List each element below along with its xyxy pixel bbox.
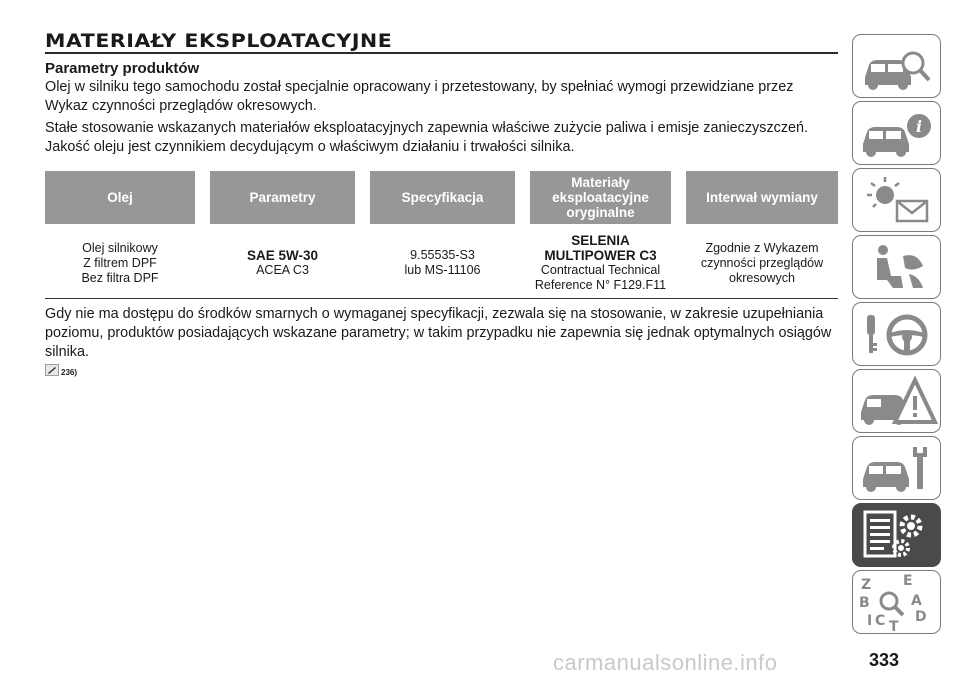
key-steering-wheel-icon	[853, 303, 942, 367]
tab-maintenance[interactable]	[852, 436, 941, 500]
car-search-icon	[853, 35, 942, 99]
tab-starting-driving[interactable]	[852, 302, 941, 366]
table-cell-interval	[686, 232, 838, 294]
oil-no-dpf: Bez filtra DPF	[81, 270, 159, 285]
tab-index[interactable]	[852, 570, 941, 634]
table-header-original-materials: Materiały eksploatacyjne oryginalne	[530, 171, 671, 224]
product-brand: SELENIA	[571, 233, 630, 248]
svg-text:E: E	[903, 573, 913, 589]
table-header-row	[45, 171, 838, 224]
spec-list-gears-icon	[853, 504, 942, 568]
table-cell-original-materials	[530, 232, 671, 294]
tab-warning-lights[interactable]	[852, 168, 941, 232]
tab-car-info[interactable]	[852, 101, 941, 165]
svg-text:T: T	[889, 619, 899, 635]
paragraph-substitute: Gdy nie ma dostępu do środków smarnych o wymaganej specyfikacji, zezwala się na stosowanie, w zakresie uzupełniania poziomu, produktów posiadających wskazane parametry; w takim przypadku nie zapewnia się jednak optymalnych osiągów silnika.	[45, 306, 832, 360]
table-header-specification: Specyfikacja	[370, 171, 515, 224]
title-divider	[45, 52, 838, 54]
acea-class: ACEA C3	[256, 263, 309, 277]
svg-text:B: B	[859, 595, 870, 611]
car-info-icon	[853, 102, 942, 166]
note-reference	[45, 362, 77, 377]
svg-text:I: I	[867, 613, 873, 629]
table-cell-parameters	[210, 232, 355, 294]
table-header-interval: Interwał wymiany	[686, 171, 838, 224]
svg-text:Z: Z	[861, 577, 872, 593]
tab-safety[interactable]	[852, 235, 941, 299]
car-warning-triangle-icon	[853, 370, 942, 434]
contract-ref-1: Contractual Technical	[540, 263, 661, 277]
spec-alt: lub MS-11106	[404, 263, 481, 277]
interval-line-2: czynności przeglądów	[700, 255, 824, 270]
table-cell-specification	[370, 232, 515, 294]
warning-light-message-icon	[853, 169, 942, 233]
note-number: 236)	[61, 368, 78, 377]
section-heading: Parametry produktów	[45, 60, 200, 77]
svg-text:i: i	[915, 117, 923, 136]
table-row	[45, 232, 838, 294]
tab-technical-data[interactable]	[852, 503, 941, 567]
oil-type: Olej silnikowy	[82, 240, 158, 255]
paragraph-quality: Stałe stosowanie wskazanych materiałów eksploatacyjnych zapewnia właściwe zużycie paliwa i emisje zanieczyszczeń. Jakość oleju jest czynnikiem decydującym o właściwym działaniu i trwałości silnika.	[45, 120, 809, 155]
seat-airbag-icon	[853, 236, 942, 300]
svg-text:D: D	[915, 609, 927, 625]
interval-line-1: Zgodnie z Wykazem	[705, 240, 819, 255]
page-number: 333	[869, 650, 900, 670]
interval-line-3: okresowych	[729, 270, 795, 285]
viscosity-grade: SAE 5W-30	[246, 248, 318, 263]
tab-car-search[interactable]	[852, 34, 941, 98]
note-pencil-icon	[45, 364, 59, 376]
oil-dpf: Z filtrem DPF	[83, 255, 157, 270]
contract-ref-2: Reference N° F129.F11	[534, 278, 667, 292]
alphabet-index-search-icon	[853, 571, 942, 635]
svg-text:A: A	[911, 593, 922, 609]
table-header-oil: Olej	[45, 171, 195, 224]
table-bottom-divider	[45, 298, 838, 299]
tab-emergency[interactable]	[852, 369, 941, 433]
page-title: MATERIAŁY EKSPLOATACYJNE	[45, 30, 393, 52]
svg-text:C: C	[875, 613, 886, 629]
table-cell-oil	[45, 232, 195, 294]
watermark: carmanualsonline.info	[553, 650, 778, 675]
product-name: MULTIPOWER C3	[544, 248, 657, 263]
spec-code: 9.55535-S3	[410, 248, 475, 262]
table-header-parameters: Parametry	[210, 171, 355, 224]
paragraph-intro: Olej w silniku tego samochodu został specjalnie opracowany i przetestowany, by spełniać wymogi przewidziane przez Wykaz czynności przeglądów okresowych.	[45, 79, 794, 114]
car-wrench-icon	[853, 437, 942, 501]
